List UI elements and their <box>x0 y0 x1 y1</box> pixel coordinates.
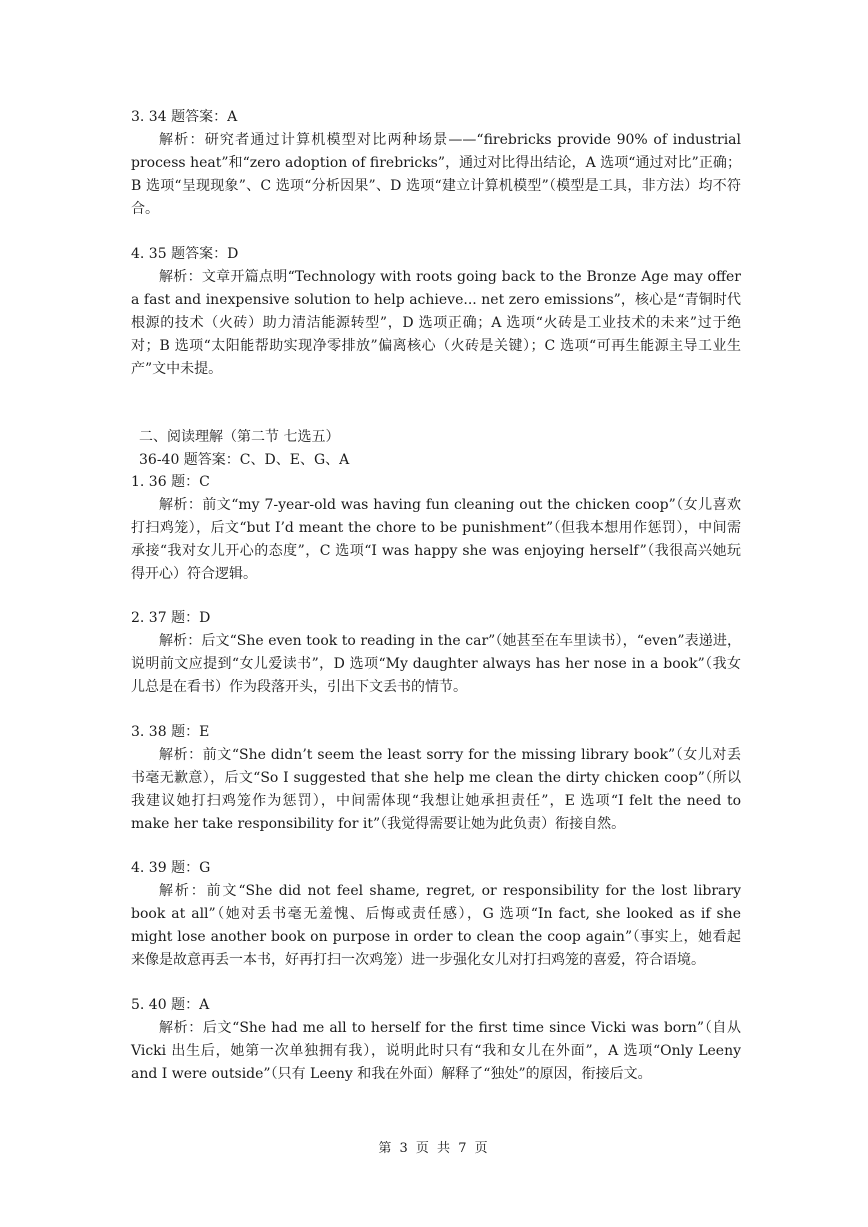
answer-analysis: 解析：前文“She did not feel shame, regret, or responsibility for the lost library book at all”（她对丢书毫无羞愧、后悔或责任感），G 选项“In fact, she looked as if she might lose another book on purpose in order to clean the coop again”（事实上，她看起来像是故意再丢一本书，好再打扫一次鸡笼）进一步强化女儿对打扫鸡笼的喜爱，符合语境。 <box>131 883 741 968</box>
answer-heading: 2. 37 题：D <box>131 610 211 626</box>
answer-heading: 5. 40 题：A <box>131 997 210 1013</box>
answer-block-34 <box>131 106 741 221</box>
page-number-footer: 第 3 页 共 7 页 <box>378 1141 490 1156</box>
answer-analysis: 解析：前文“my 7-year-old was having fun cleaning out the chicken coop”（女儿喜欢打扫鸡笼），后文“but I’d meant the chore to be punishment”（但我本想用作惩罚），中间需承接“我对女儿开心的态度”，C 选项“I was happy she was enjoying herself”（我很高兴她玩得开心）符合逻辑。 <box>131 497 741 582</box>
answer-block-36 <box>131 471 741 586</box>
answer-block-37 <box>131 607 741 699</box>
answer-heading: 4. 35 题答案：D <box>131 246 239 262</box>
answer-block-35 <box>131 243 741 381</box>
answer-heading: 1. 36 题：C <box>131 474 210 490</box>
answer-analysis: 解析：研究者通过计算机模型对比两种场景——“firebricks provide 90% of industrial process heat”和“zero adoption of firebricks”，通过对比得出结论，A 选项“通过对比”正确；B 选项“呈现现象”、C 选项“分析因果”、D 选项“建立计算机模型”（模型是工具，非方法）均不符合。 <box>131 132 741 217</box>
answer-block-39 <box>131 857 741 972</box>
answer-heading: 3. 34 题答案：A <box>131 109 238 125</box>
answer-analysis: 解析：前文“She didn’t seem the least sorry for the missing library book”（女儿对丢书毫无歉意），后文“So I suggested that she help me clean the dirty chicken coop”（所以我建议她打扫鸡笼作为惩罚），中间需体现“我想让她承担责任”，E 选项“I felt the need to make her take responsibility for it”（我觉得需要让她为此负责）衔接自然。 <box>131 747 741 832</box>
section-title: 二、阅读理解（第二节 七选五） <box>139 429 340 445</box>
answer-heading: 3. 38 题：E <box>131 724 210 740</box>
answer-analysis: 解析：后文“She even took to reading in the car”（她甚至在车里读书），“even”表递进，说明前文应提到“女儿爱读书”，D 选项“My daughter always has her nose in a book”（我女儿总是在看书）作为段落开头，引出下文丢书的情节。 <box>131 633 741 695</box>
answer-analysis: 解析：文章开篇点明“Technology with roots going back to the Bronze Age may offer a fast and inexpensive solution to help achieve... net zero emissions”，核心是“青铜时代根源的技术（火砖）助力清洁能源转型”，D 选项正确；A 选项“火砖是工业技术的未来”过于绝对；B 选项“太阳能帮助实现净零排放”偏离核心（火砖是关键）；C 选项“可再生能源主导工业生产”文中未提。 <box>131 269 741 377</box>
answer-block-40 <box>131 994 741 1086</box>
answer-heading: 4. 39 题：G <box>131 860 211 876</box>
answer-block-38 <box>131 721 741 836</box>
answer-analysis: 解析：后文“She had me all to herself for the first time since Vicki was born”（自从 Vicki 出生后，她第一次单独拥有我），说明此时只有“我和女儿在外面”，A 选项“Only Leeny and I were outside”（只有 Leeny 和我在外面）解释了“独处”的原因，衔接后文。 <box>131 1020 741 1082</box>
section-answers: 36-40 题答案：C、D、E、G、A <box>139 452 350 468</box>
